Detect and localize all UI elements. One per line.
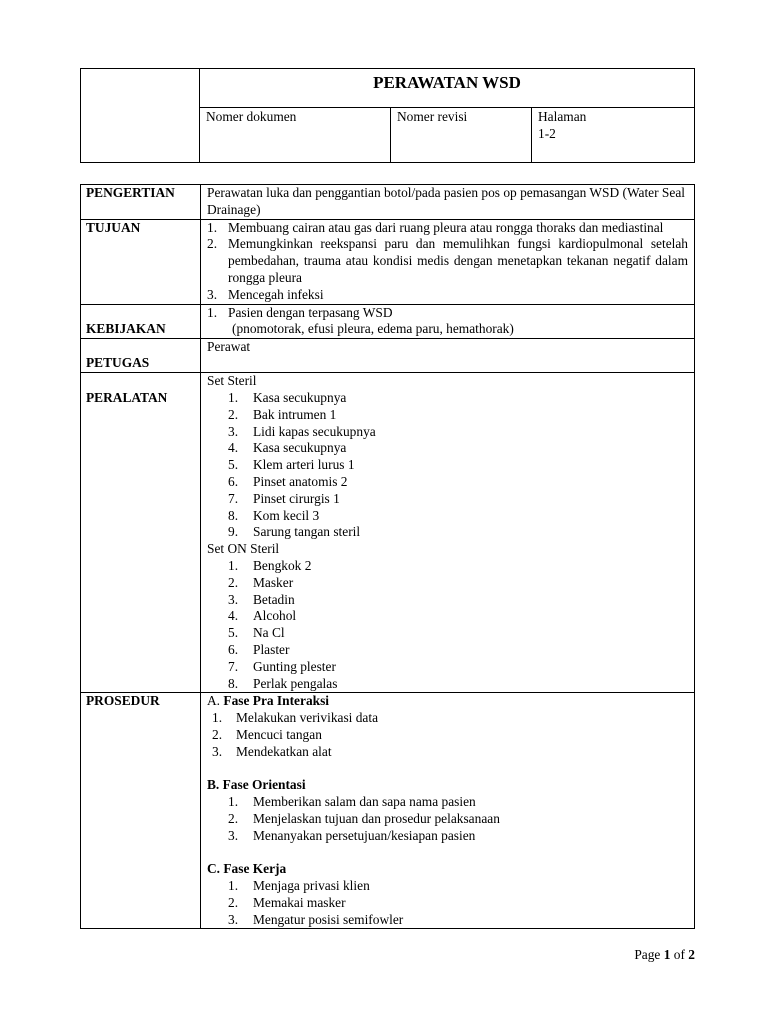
document-header (80, 68, 695, 163)
set-steril-list (207, 390, 688, 541)
list-item: 2. Mencuci tangan (212, 726, 322, 742)
label-tujuan: TUJUAN (81, 219, 201, 304)
tujuan-content (201, 219, 695, 304)
row-prosedur (81, 693, 695, 929)
page-current: 1 (663, 947, 671, 962)
document-number-label: Nomer dokumen (206, 109, 297, 124)
list-item: 2. Memakai masker (228, 894, 346, 910)
list-item: 5. Klem arteri lurus 1 (228, 457, 355, 473)
prosedur-content (201, 693, 695, 929)
page-range-cell (532, 108, 694, 162)
list-item: 1. Menjaga privasi klien (228, 878, 370, 894)
page-word: Page (634, 947, 661, 962)
list-item: 1. Membuang cairan atau gas dari ruang pleura atau rongga thoraks dan mediastinal (207, 219, 664, 235)
document-number-cell (200, 108, 391, 162)
row-peralatan (81, 373, 695, 693)
list-item: 7. Gunting plester (228, 658, 336, 674)
fase-a-title: Fase Pra Interaksi (223, 693, 330, 709)
list-item: 2. Menjelaskan tujuan dan prosedur pelaksanaan (228, 810, 500, 826)
petugas-text: Perawat (201, 339, 695, 373)
fase-b-title: B. Fase Orientasi (207, 777, 306, 793)
list-item: 9. Sarung tangan steril (228, 524, 361, 540)
peralatan-content (201, 373, 695, 693)
list-item: 5. Na Cl (228, 625, 285, 641)
revision-number-cell (391, 108, 532, 162)
kebijakan-list (207, 305, 688, 322)
tujuan-list (207, 220, 688, 304)
list-item: 1. Memberikan salam dan sapa nama pasien (228, 794, 476, 810)
label-peralatan: PERALATAN (81, 373, 201, 693)
list-item: 4. Alcohol (228, 608, 297, 624)
page-footer (634, 947, 695, 964)
fase-a-heading (207, 693, 688, 710)
row-tujuan (81, 219, 695, 304)
of-word: of (673, 947, 685, 962)
label-kebijakan: KEBIJAKAN (81, 304, 201, 339)
label-pengertian: PENGERTIAN (81, 185, 201, 220)
list-item: 3. Menanyakan persetujuan/kesiapan pasien (228, 827, 476, 843)
row-pengertian (81, 185, 695, 220)
list-item: 4. Kasa secukupnya (228, 440, 347, 456)
fase-a-prefix: A. (207, 693, 221, 709)
sop-table (80, 184, 695, 929)
set-on-steril-title: Set ON Steril (207, 541, 280, 557)
fase-c-list (207, 878, 688, 928)
list-item: 2. Bak intrumen 1 (228, 406, 337, 422)
list-item: 7. Pinset cirurgis 1 (228, 490, 340, 506)
list-item: 1. Pasien dengan terpasang WSD (207, 304, 393, 320)
set-on-steril-list (207, 558, 688, 692)
list-item: 1. Bengkok 2 (228, 557, 312, 573)
list-item: 2. Masker (228, 574, 294, 590)
list-item: 3. Mencegah infeksi (207, 286, 324, 302)
kebijakan-content (201, 304, 695, 339)
set-steril-title: Set Steril (207, 373, 257, 389)
list-item: 3. Betadin (228, 591, 295, 607)
list-item: 1. Kasa secukupnya (228, 389, 347, 405)
fase-c-title: C. Fase Kerja (207, 861, 287, 877)
list-item: 1. Melakukan verivikasi data (212, 710, 379, 726)
page-total: 2 (688, 947, 695, 962)
label-petugas: PETUGAS (81, 339, 201, 373)
list-item: 8. Perlak pengalas (228, 675, 338, 691)
list-item: 3. Lidi kapas secukupnya (228, 423, 376, 439)
fase-a-list (207, 710, 688, 760)
document-title: PERAWATAN WSD (200, 69, 694, 108)
list-item: 8. Kom kecil 3 (228, 507, 320, 523)
page-range-value: 1-2 (538, 125, 556, 141)
revision-number-label: Nomer revisi (397, 109, 468, 124)
list-item: 3. Mengatur posisi semifowler (228, 911, 404, 927)
label-prosedur: PROSEDUR (81, 693, 201, 929)
list-item: 3. Mendekatkan alat (212, 743, 332, 759)
row-kebijakan (81, 304, 695, 339)
kebijakan-detail: (pnomotorak, efusi pleura, edema paru, hemathorak) (232, 321, 514, 337)
pengertian-text: Perawatan luka dan penggantian botol/pada pasien pos op pemasangan WSD (Water Seal Drainage) (201, 185, 695, 220)
list-item: 6. Plaster (228, 641, 290, 657)
row-petugas (81, 339, 695, 373)
fase-b-list (207, 794, 688, 844)
logo-cell (81, 69, 200, 162)
list-item: 6. Pinset anatomis 2 (228, 473, 348, 489)
page-range-label: Halaman (538, 109, 587, 124)
list-item: 2. Memungkinkan reekspansi paru dan memulihkan fungsi kardiopulmonal setelah pembedahan, trauma atau kondisi medis dengan menetapkan tekanan negatif dalam rongga pleura (207, 236, 688, 285)
